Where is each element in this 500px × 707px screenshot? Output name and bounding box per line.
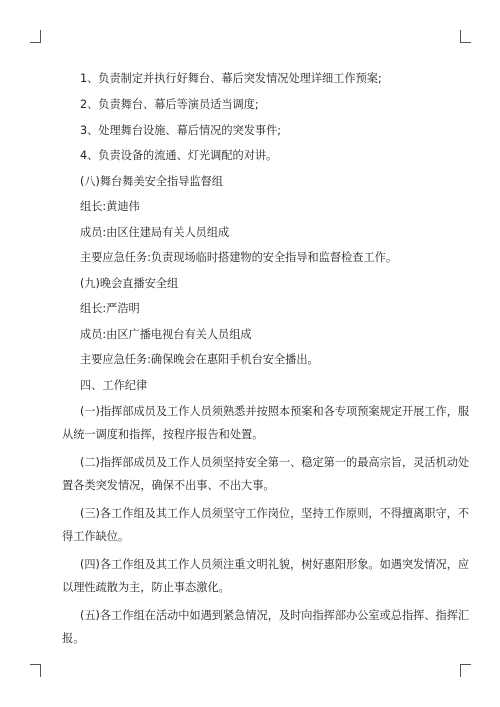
text-line: 组长:严浩明	[80, 302, 140, 315]
crop-mark-top-right	[460, 30, 471, 43]
paragraph-line: (四)各工作组及其工作人员须注重文明礼貌，树好惠阳形象。如遇突发情况，应	[80, 558, 470, 571]
section-heading: 四、工作纪律	[80, 379, 148, 392]
text-line: 4、负责设备的流通、灯光调配的对讲。	[80, 149, 278, 162]
crop-mark-bottom-right	[460, 664, 471, 677]
text-line: 成员:由区广播电视台有关人员组成	[80, 328, 252, 341]
paragraph-line: 以理性疏散为主，防止事态激化。	[62, 581, 230, 594]
paragraph-line: 得工作缺位。	[62, 530, 130, 543]
text-line: 2、负责舞台、幕后等演员适当调度;	[80, 98, 259, 111]
paragraph-line: 从统一调度和指挥，按程序报告和处置。	[62, 428, 264, 441]
crop-mark-bottom-left	[30, 664, 41, 677]
section-heading: (八)舞台舞美安全指导监督组	[80, 175, 223, 188]
paragraph-line: (二)指挥部成员及工作人员须坚持安全第一、稳定第一的最高宗旨，灵活机动处	[80, 456, 470, 469]
paragraph-line: (一)指挥部成员及工作人员须熟悉并按照本预案和各专项预案规定开展工作，服	[80, 405, 470, 418]
section-heading: (九)晚会直播安全组	[80, 277, 179, 290]
text-line: 1、负责制定并执行好舞台、幕后突发情况处理详细工作预案;	[80, 72, 382, 85]
paragraph-line: (五)各工作组在活动中如遇到紧急情况，及时向指挥部办公室或总指挥、指挥汇	[80, 609, 470, 622]
crop-mark-top-left	[30, 30, 41, 43]
text-line: 3、处理舞台设施、幕后情况的突发事件;	[80, 124, 282, 137]
text-line: 组长:黄迪伟	[80, 200, 140, 213]
paragraph-line: (三)各工作组及其工作人员须坚守工作岗位，坚持工作原则，不得擅离职守，不	[80, 507, 470, 520]
paragraph-line: 报。	[62, 632, 85, 645]
paragraph-line: 置各类突发情况，确保不出事、不出大事。	[62, 479, 275, 492]
text-line: 主要应急任务:确保晚会在惠阳手机台安全播出。	[80, 353, 319, 366]
text-line: 成员:由区住建局有关人员组成	[80, 226, 230, 239]
text-line: 主要应急任务:负责现场临时搭建物的安全指导和监督检查工作。	[80, 251, 398, 264]
